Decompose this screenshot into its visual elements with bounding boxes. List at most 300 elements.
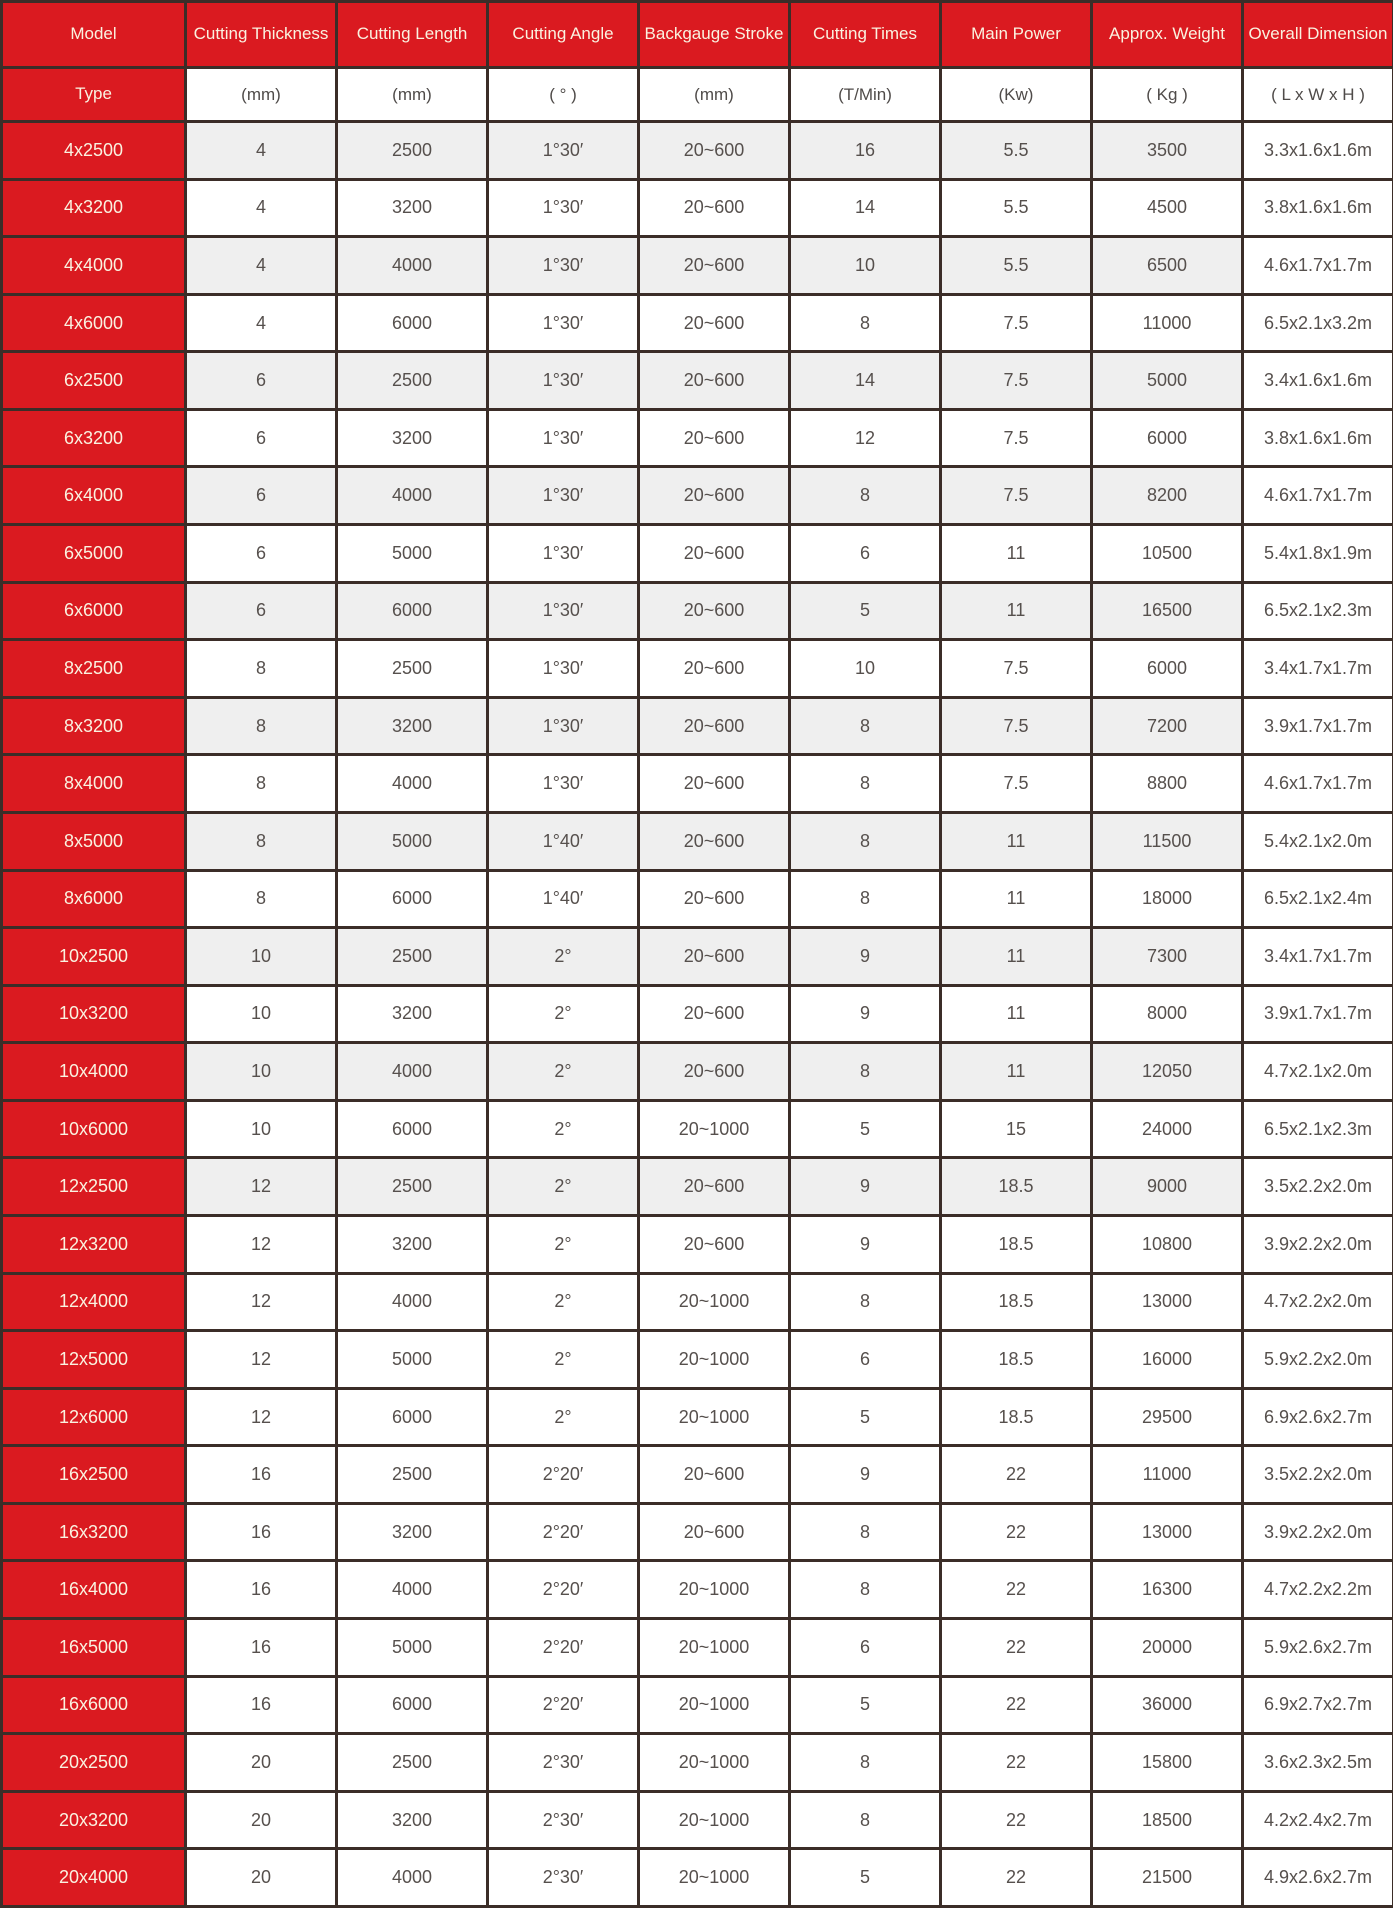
value-cell: 22 xyxy=(941,1619,1092,1677)
value-cell: 8000 xyxy=(1092,985,1243,1043)
table-row xyxy=(2,122,1393,180)
value-cell: 20~1000 xyxy=(639,1331,790,1389)
value-cell: 22 xyxy=(941,1676,1092,1734)
table-row xyxy=(2,1619,1393,1677)
value-cell: 5000 xyxy=(337,812,488,870)
value-cell: 18.5 xyxy=(941,1331,1092,1389)
value-cell: 12 xyxy=(186,1388,337,1446)
table-header xyxy=(2,2,1393,122)
table-row xyxy=(2,179,1393,237)
value-cell: 4000 xyxy=(337,237,488,295)
value-cell: 6.5x2.1x2.3m xyxy=(1243,1100,1393,1158)
model-cell: 6x4000 xyxy=(2,467,186,525)
value-cell: 6000 xyxy=(337,294,488,352)
value-cell: 3.4x1.7x1.7m xyxy=(1243,640,1393,698)
table-row xyxy=(2,1043,1393,1101)
value-cell: 2500 xyxy=(337,1446,488,1504)
value-cell: 16 xyxy=(186,1676,337,1734)
table-row xyxy=(2,1273,1393,1331)
table-row xyxy=(2,352,1393,410)
value-cell: 4000 xyxy=(337,1273,488,1331)
header-title-row xyxy=(2,2,1393,68)
value-cell: 20~600 xyxy=(639,582,790,640)
value-cell: 11 xyxy=(941,985,1092,1043)
value-cell: 6000 xyxy=(337,582,488,640)
value-cell: 5000 xyxy=(337,1331,488,1389)
value-cell: 2500 xyxy=(337,928,488,986)
value-cell: 10 xyxy=(186,1043,337,1101)
value-cell: 22 xyxy=(941,1734,1092,1792)
value-cell: 6500 xyxy=(1092,237,1243,295)
model-cell: 12x3200 xyxy=(2,1215,186,1273)
value-cell: 11500 xyxy=(1092,812,1243,870)
model-cell: 20x2500 xyxy=(2,1734,186,1792)
value-cell: 5000 xyxy=(337,525,488,583)
value-cell: 11000 xyxy=(1092,294,1243,352)
value-cell: 2° xyxy=(488,1043,639,1101)
value-cell: 9 xyxy=(790,1158,941,1216)
model-cell: 6x3200 xyxy=(2,409,186,467)
value-cell: 13000 xyxy=(1092,1503,1243,1561)
value-cell: 1°30′ xyxy=(488,582,639,640)
value-cell: 3.3x1.6x1.6m xyxy=(1243,122,1393,180)
value-cell: 15 xyxy=(941,1100,1092,1158)
value-cell: 3500 xyxy=(1092,122,1243,180)
value-cell: 18.5 xyxy=(941,1158,1092,1216)
value-cell: 16 xyxy=(186,1503,337,1561)
value-cell: 6 xyxy=(790,1619,941,1677)
value-cell: 6 xyxy=(790,525,941,583)
value-cell: 2° xyxy=(488,1273,639,1331)
model-cell: 20x4000 xyxy=(2,1849,186,1907)
value-cell: 4 xyxy=(186,294,337,352)
value-cell: 16 xyxy=(186,1446,337,1504)
value-cell: 11 xyxy=(941,870,1092,928)
value-cell: 4.2x2.4x2.7m xyxy=(1243,1791,1393,1849)
value-cell: 2500 xyxy=(337,640,488,698)
value-cell: 5000 xyxy=(337,1619,488,1677)
value-cell: 12 xyxy=(186,1158,337,1216)
value-cell: 1°40′ xyxy=(488,870,639,928)
value-cell: 10800 xyxy=(1092,1215,1243,1273)
value-cell: 20~1000 xyxy=(639,1734,790,1792)
value-cell: 7.5 xyxy=(941,352,1092,410)
value-cell: 6.9x2.7x2.7m xyxy=(1243,1676,1393,1734)
header-cutting-angle: Cutting Angle xyxy=(488,2,639,68)
value-cell: 16 xyxy=(186,1619,337,1677)
value-cell: 20~600 xyxy=(639,1215,790,1273)
header-model: Model xyxy=(2,2,186,68)
value-cell: 3200 xyxy=(337,1503,488,1561)
value-cell: 29500 xyxy=(1092,1388,1243,1446)
header-main-power: Main Power xyxy=(941,2,1092,68)
value-cell: 3.8x1.6x1.6m xyxy=(1243,179,1393,237)
value-cell: 7300 xyxy=(1092,928,1243,986)
value-cell: 8 xyxy=(790,1503,941,1561)
value-cell: 20~600 xyxy=(639,1158,790,1216)
value-cell: 20~600 xyxy=(639,352,790,410)
value-cell: 5 xyxy=(790,1849,941,1907)
header-cutting-times: Cutting Times xyxy=(790,2,941,68)
value-cell: 5.9x2.2x2.0m xyxy=(1243,1331,1393,1389)
model-cell: 4x2500 xyxy=(2,122,186,180)
table-row xyxy=(2,237,1393,295)
value-cell: 22 xyxy=(941,1561,1092,1619)
value-cell: 20 xyxy=(186,1734,337,1792)
value-cell: 3.6x2.3x2.5m xyxy=(1243,1734,1393,1792)
value-cell: 10 xyxy=(186,1100,337,1158)
table-row xyxy=(2,985,1393,1043)
value-cell: 9 xyxy=(790,928,941,986)
value-cell: 20 xyxy=(186,1849,337,1907)
model-cell: 12x5000 xyxy=(2,1331,186,1389)
value-cell: 22 xyxy=(941,1503,1092,1561)
value-cell: 3.5x2.2x2.0m xyxy=(1243,1158,1393,1216)
model-cell: 16x6000 xyxy=(2,1676,186,1734)
value-cell: 6000 xyxy=(337,1676,488,1734)
table-row xyxy=(2,525,1393,583)
value-cell: 11000 xyxy=(1092,1446,1243,1504)
value-cell: 3.5x2.2x2.0m xyxy=(1243,1446,1393,1504)
value-cell: 10500 xyxy=(1092,525,1243,583)
value-cell: 4.6x1.7x1.7m xyxy=(1243,755,1393,813)
value-cell: 20~600 xyxy=(639,179,790,237)
table-row xyxy=(2,1446,1393,1504)
value-cell: 2° xyxy=(488,928,639,986)
value-cell: 3200 xyxy=(337,179,488,237)
value-cell: 20000 xyxy=(1092,1619,1243,1677)
value-cell: 8 xyxy=(186,640,337,698)
value-cell: 6000 xyxy=(1092,409,1243,467)
table-row xyxy=(2,812,1393,870)
unit-type: Type xyxy=(2,68,186,122)
value-cell: 6.5x2.1x2.3m xyxy=(1243,582,1393,640)
value-cell: 8 xyxy=(790,1791,941,1849)
value-cell: 4000 xyxy=(337,1849,488,1907)
table-row xyxy=(2,1849,1393,1907)
value-cell: 20~600 xyxy=(639,812,790,870)
value-cell: 20~600 xyxy=(639,755,790,813)
value-cell: 16300 xyxy=(1092,1561,1243,1619)
value-cell: 6.9x2.6x2.7m xyxy=(1243,1388,1393,1446)
value-cell: 4 xyxy=(186,122,337,180)
value-cell: 3.9x2.2x2.0m xyxy=(1243,1215,1393,1273)
value-cell: 20~1000 xyxy=(639,1791,790,1849)
model-cell: 20x3200 xyxy=(2,1791,186,1849)
model-cell: 8x5000 xyxy=(2,812,186,870)
value-cell: 10 xyxy=(790,237,941,295)
value-cell: 8 xyxy=(790,467,941,525)
value-cell: 7.5 xyxy=(941,755,1092,813)
value-cell: 6 xyxy=(186,467,337,525)
value-cell: 18500 xyxy=(1092,1791,1243,1849)
value-cell: 8 xyxy=(790,1043,941,1101)
value-cell: 18000 xyxy=(1092,870,1243,928)
value-cell: 12 xyxy=(790,409,941,467)
table-row xyxy=(2,640,1393,698)
value-cell: 6 xyxy=(790,1331,941,1389)
model-cell: 10x2500 xyxy=(2,928,186,986)
model-cell: 6x5000 xyxy=(2,525,186,583)
value-cell: 12 xyxy=(186,1331,337,1389)
value-cell: 20~600 xyxy=(639,294,790,352)
unit-length-mm: (mm) xyxy=(337,68,488,122)
value-cell: 20~600 xyxy=(639,122,790,180)
value-cell: 8 xyxy=(790,697,941,755)
unit-times-per-min: (T/Min) xyxy=(790,68,941,122)
value-cell: 9 xyxy=(790,1446,941,1504)
header-overall-dimension: Overall Dimension xyxy=(1243,2,1393,68)
value-cell: 4.7x2.2x2.0m xyxy=(1243,1273,1393,1331)
spec-table-body xyxy=(2,122,1393,1907)
value-cell: 3200 xyxy=(337,697,488,755)
value-cell: 8800 xyxy=(1092,755,1243,813)
value-cell: 3200 xyxy=(337,1215,488,1273)
model-cell: 16x2500 xyxy=(2,1446,186,1504)
table-row xyxy=(2,1791,1393,1849)
unit-angle-degrees: ( ° ) xyxy=(488,68,639,122)
value-cell: 20~1000 xyxy=(639,1561,790,1619)
value-cell: 1°30′ xyxy=(488,697,639,755)
value-cell: 4000 xyxy=(337,467,488,525)
value-cell: 8 xyxy=(790,1273,941,1331)
value-cell: 16500 xyxy=(1092,582,1243,640)
table-row xyxy=(2,928,1393,986)
model-cell: 12x6000 xyxy=(2,1388,186,1446)
value-cell: 20~600 xyxy=(639,467,790,525)
value-cell: 11 xyxy=(941,525,1092,583)
model-cell: 4x3200 xyxy=(2,179,186,237)
value-cell: 3200 xyxy=(337,1791,488,1849)
value-cell: 20 xyxy=(186,1791,337,1849)
value-cell: 6.5x2.1x2.4m xyxy=(1243,870,1393,928)
model-cell: 8x2500 xyxy=(2,640,186,698)
value-cell: 7.5 xyxy=(941,409,1092,467)
value-cell: 4.6x1.7x1.7m xyxy=(1243,237,1393,295)
value-cell: 5000 xyxy=(1092,352,1243,410)
table-row xyxy=(2,1388,1393,1446)
value-cell: 2500 xyxy=(337,352,488,410)
table-row xyxy=(2,1100,1393,1158)
value-cell: 2500 xyxy=(337,1734,488,1792)
value-cell: 6000 xyxy=(337,1388,488,1446)
value-cell: 8 xyxy=(790,812,941,870)
value-cell: 20~1000 xyxy=(639,1849,790,1907)
value-cell: 5 xyxy=(790,582,941,640)
value-cell: 20~600 xyxy=(639,697,790,755)
value-cell: 3.9x1.7x1.7m xyxy=(1243,697,1393,755)
value-cell: 14 xyxy=(790,352,941,410)
value-cell: 1°30′ xyxy=(488,755,639,813)
model-cell: 12x2500 xyxy=(2,1158,186,1216)
value-cell: 2500 xyxy=(337,122,488,180)
value-cell: 15800 xyxy=(1092,1734,1243,1792)
value-cell: 8 xyxy=(790,1561,941,1619)
value-cell: 7.5 xyxy=(941,294,1092,352)
value-cell: 20~600 xyxy=(639,1043,790,1101)
value-cell: 1°30′ xyxy=(488,237,639,295)
value-cell: 5.5 xyxy=(941,179,1092,237)
value-cell: 5.5 xyxy=(941,122,1092,180)
value-cell: 20~1000 xyxy=(639,1676,790,1734)
value-cell: 20~600 xyxy=(639,525,790,583)
value-cell: 3200 xyxy=(337,985,488,1043)
table-row xyxy=(2,870,1393,928)
value-cell: 4 xyxy=(186,179,337,237)
value-cell: 20~600 xyxy=(639,985,790,1043)
value-cell: 3.9x1.7x1.7m xyxy=(1243,985,1393,1043)
value-cell: 4.7x2.2x2.2m xyxy=(1243,1561,1393,1619)
value-cell: 8 xyxy=(790,1734,941,1792)
value-cell: 5.9x2.6x2.7m xyxy=(1243,1619,1393,1677)
value-cell: 8 xyxy=(186,755,337,813)
value-cell: 20~600 xyxy=(639,928,790,986)
value-cell: 6 xyxy=(186,352,337,410)
model-cell: 6x6000 xyxy=(2,582,186,640)
value-cell: 2°30′ xyxy=(488,1791,639,1849)
value-cell: 4000 xyxy=(337,755,488,813)
table-row xyxy=(2,1331,1393,1389)
value-cell: 9000 xyxy=(1092,1158,1243,1216)
value-cell: 7.5 xyxy=(941,640,1092,698)
value-cell: 12050 xyxy=(1092,1043,1243,1101)
value-cell: 7.5 xyxy=(941,697,1092,755)
value-cell: 7200 xyxy=(1092,697,1243,755)
value-cell: 2° xyxy=(488,1158,639,1216)
value-cell: 5 xyxy=(790,1100,941,1158)
value-cell: 5 xyxy=(790,1676,941,1734)
value-cell: 22 xyxy=(941,1849,1092,1907)
value-cell: 2500 xyxy=(337,1158,488,1216)
value-cell: 12 xyxy=(186,1273,337,1331)
table-row xyxy=(2,697,1393,755)
value-cell: 8 xyxy=(186,697,337,755)
value-cell: 8200 xyxy=(1092,467,1243,525)
value-cell: 2°30′ xyxy=(488,1849,639,1907)
value-cell: 3.4x1.7x1.7m xyxy=(1243,928,1393,986)
value-cell: 4000 xyxy=(337,1043,488,1101)
value-cell: 13000 xyxy=(1092,1273,1243,1331)
unit-stroke-mm: (mm) xyxy=(639,68,790,122)
value-cell: 2°20′ xyxy=(488,1676,639,1734)
table-row xyxy=(2,582,1393,640)
value-cell: 1°30′ xyxy=(488,409,639,467)
unit-dimension-lwh: ( L x W x H ) xyxy=(1243,68,1393,122)
value-cell: 6 xyxy=(186,525,337,583)
model-cell: 8x6000 xyxy=(2,870,186,928)
value-cell: 1°30′ xyxy=(488,179,639,237)
value-cell: 1°30′ xyxy=(488,352,639,410)
value-cell: 16 xyxy=(790,122,941,180)
value-cell: 4.6x1.7x1.7m xyxy=(1243,467,1393,525)
value-cell: 2°20′ xyxy=(488,1503,639,1561)
value-cell: 24000 xyxy=(1092,1100,1243,1158)
value-cell: 2° xyxy=(488,985,639,1043)
model-cell: 4x6000 xyxy=(2,294,186,352)
value-cell: 11 xyxy=(941,1043,1092,1101)
model-cell: 16x4000 xyxy=(2,1561,186,1619)
value-cell: 6000 xyxy=(337,870,488,928)
value-cell: 16 xyxy=(186,1561,337,1619)
unit-power-kw: (Kw) xyxy=(941,68,1092,122)
value-cell: 6 xyxy=(186,409,337,467)
value-cell: 20~600 xyxy=(639,1503,790,1561)
value-cell: 11 xyxy=(941,582,1092,640)
value-cell: 18.5 xyxy=(941,1388,1092,1446)
value-cell: 3.4x1.6x1.6m xyxy=(1243,352,1393,410)
table-row xyxy=(2,294,1393,352)
value-cell: 11 xyxy=(941,812,1092,870)
value-cell: 20~1000 xyxy=(639,1100,790,1158)
value-cell: 9 xyxy=(790,985,941,1043)
value-cell: 6.5x2.1x3.2m xyxy=(1243,294,1393,352)
table-row xyxy=(2,409,1393,467)
table-row xyxy=(2,1561,1393,1619)
model-cell: 10x4000 xyxy=(2,1043,186,1101)
model-cell: 16x5000 xyxy=(2,1619,186,1677)
value-cell: 8 xyxy=(186,812,337,870)
unit-thickness-mm: (mm) xyxy=(186,68,337,122)
value-cell: 20~600 xyxy=(639,237,790,295)
value-cell: 10 xyxy=(186,985,337,1043)
value-cell: 20~600 xyxy=(639,409,790,467)
value-cell: 5.5 xyxy=(941,237,1092,295)
value-cell: 2° xyxy=(488,1215,639,1273)
value-cell: 7.5 xyxy=(941,467,1092,525)
value-cell: 1°30′ xyxy=(488,467,639,525)
value-cell: 16000 xyxy=(1092,1331,1243,1389)
model-cell: 12x4000 xyxy=(2,1273,186,1331)
value-cell: 8 xyxy=(186,870,337,928)
value-cell: 22 xyxy=(941,1446,1092,1504)
header-cutting-length: Cutting Length xyxy=(337,2,488,68)
header-approx-weight: Approx. Weight xyxy=(1092,2,1243,68)
value-cell: 1°30′ xyxy=(488,525,639,583)
value-cell: 4000 xyxy=(337,1561,488,1619)
model-cell: 4x4000 xyxy=(2,237,186,295)
value-cell: 2° xyxy=(488,1100,639,1158)
value-cell: 11 xyxy=(941,928,1092,986)
value-cell: 4500 xyxy=(1092,179,1243,237)
value-cell: 20~1000 xyxy=(639,1619,790,1677)
value-cell: 1°30′ xyxy=(488,122,639,180)
model-cell: 10x3200 xyxy=(2,985,186,1043)
unit-weight-kg: ( Kg ) xyxy=(1092,68,1243,122)
value-cell: 2°30′ xyxy=(488,1734,639,1792)
value-cell: 18.5 xyxy=(941,1215,1092,1273)
value-cell: 10 xyxy=(186,928,337,986)
value-cell: 2° xyxy=(488,1388,639,1446)
value-cell: 36000 xyxy=(1092,1676,1243,1734)
value-cell: 22 xyxy=(941,1791,1092,1849)
header-backgauge-stroke: Backgauge Stroke xyxy=(639,2,790,68)
value-cell: 1°30′ xyxy=(488,640,639,698)
value-cell: 4 xyxy=(186,237,337,295)
value-cell: 6000 xyxy=(1092,640,1243,698)
table-row xyxy=(2,1734,1393,1792)
value-cell: 20~600 xyxy=(639,1446,790,1504)
value-cell: 5 xyxy=(790,1388,941,1446)
value-cell: 10 xyxy=(790,640,941,698)
value-cell: 3.8x1.6x1.6m xyxy=(1243,409,1393,467)
value-cell: 1°30′ xyxy=(488,294,639,352)
header-cutting-thickness: Cutting Thickness xyxy=(186,2,337,68)
model-cell: 10x6000 xyxy=(2,1100,186,1158)
value-cell: 1°40′ xyxy=(488,812,639,870)
model-cell: 6x2500 xyxy=(2,352,186,410)
value-cell: 21500 xyxy=(1092,1849,1243,1907)
value-cell: 20~1000 xyxy=(639,1388,790,1446)
